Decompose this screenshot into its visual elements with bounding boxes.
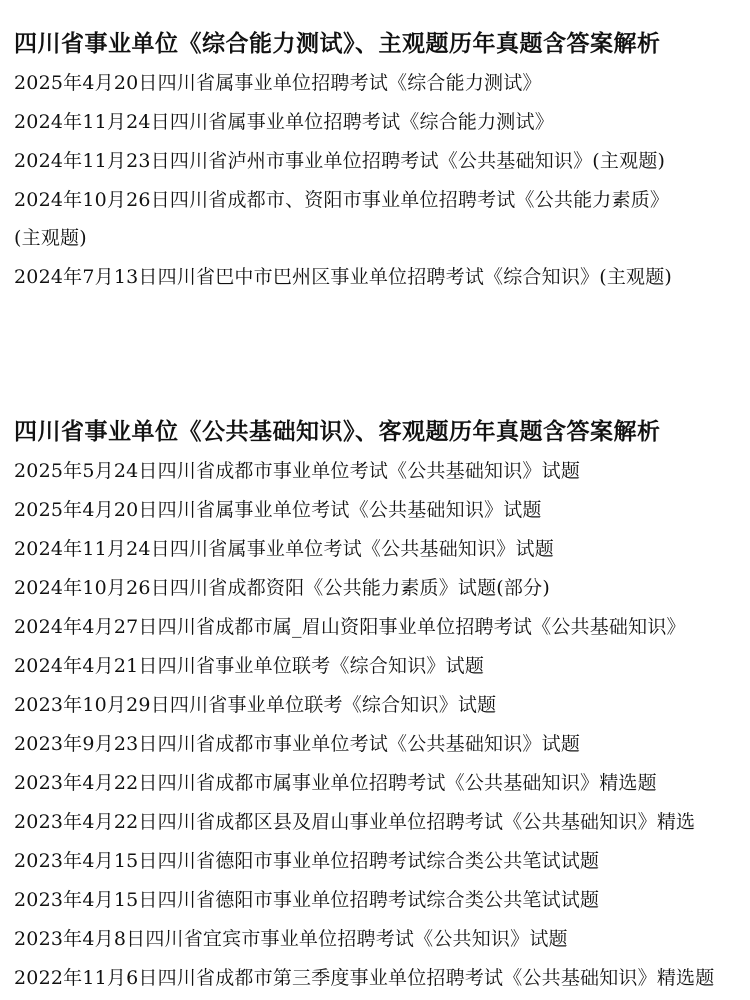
list-item[interactable]: 2023年4月22日四川省成都市属事业单位招聘考试《公共基础知识》精选题 — [14, 772, 657, 794]
list-item[interactable]: 2024年10月26日四川省成都资阳《公共能力素质》试题(部分) — [14, 577, 550, 599]
section-public-basic-knowledge — [14, 416, 750, 998]
list-item[interactable]: 2024年4月27日四川省成都市属_眉山资阳事业单位招聘考试《公共基础知识》 — [14, 616, 686, 638]
list-item[interactable]: 2024年11月24日四川省属事业单位考试《公共基础知识》试题 — [14, 538, 554, 560]
list-item[interactable]: 2025年5月24日四川省成都市事业单位考试《公共基础知识》试题 — [14, 460, 581, 482]
list-item[interactable]: 2024年4月21日四川省事业单位联考《综合知识》试题 — [14, 655, 485, 677]
list-item[interactable]: 2024年11月24日四川省属事业单位招聘考试《综合能力测试》 — [14, 111, 554, 133]
list-item[interactable]: 2023年10月29日四川省事业单位联考《综合知识》试题 — [14, 694, 497, 716]
list-item-continuation[interactable]: (主观题) — [14, 227, 87, 249]
section-title: 四川省事业单位《公共基础知识》、客观题历年真题含答案解析 — [14, 419, 661, 445]
section-comprehensive-ability — [14, 28, 750, 297]
list-item[interactable]: 2023年4月22日四川省成都区县及眉山事业单位招聘考试《公共基础知识》精选 — [14, 811, 696, 833]
list-item[interactable]: 2024年7月13日四川省巴中市巴州区事业单位招聘考试《综合知识》(主观题) — [14, 266, 673, 288]
list-item[interactable]: 2023年9月23日四川省成都市事业单位考试《公共基础知识》试题 — [14, 733, 581, 755]
list-item[interactable]: 2024年10月26日四川省成都市、资阳市事业单位招聘考试《公共能力素质》 — [14, 189, 670, 211]
list-item[interactable]: 2022年11月6日四川省成都市第三季度事业单位招聘考试《公共基础知识》精选题 — [14, 967, 715, 989]
list-item[interactable]: 2025年4月20日四川省属事业单位招聘考试《综合能力测试》 — [14, 72, 542, 94]
list-item[interactable]: 2023年4月8日四川省宜宾市事业单位招聘考试《公共知识》试题 — [14, 928, 568, 950]
list-item[interactable]: 2023年4月15日四川省德阳市事业单位招聘考试综合类公共笔试试题 — [14, 889, 600, 911]
list-item[interactable]: 2025年4月20日四川省属事业单位考试《公共基础知识》试题 — [14, 499, 542, 521]
list-item[interactable]: 2023年4月15日四川省德阳市事业单位招聘考试综合类公共笔试试题 — [14, 850, 600, 872]
list-item[interactable]: 2024年11月23日四川省泸州市事业单位招聘考试《公共基础知识》(主观题) — [14, 150, 666, 172]
section-title: 四川省事业单位《综合能力测试》、主观题历年真题含答案解析 — [14, 31, 661, 57]
